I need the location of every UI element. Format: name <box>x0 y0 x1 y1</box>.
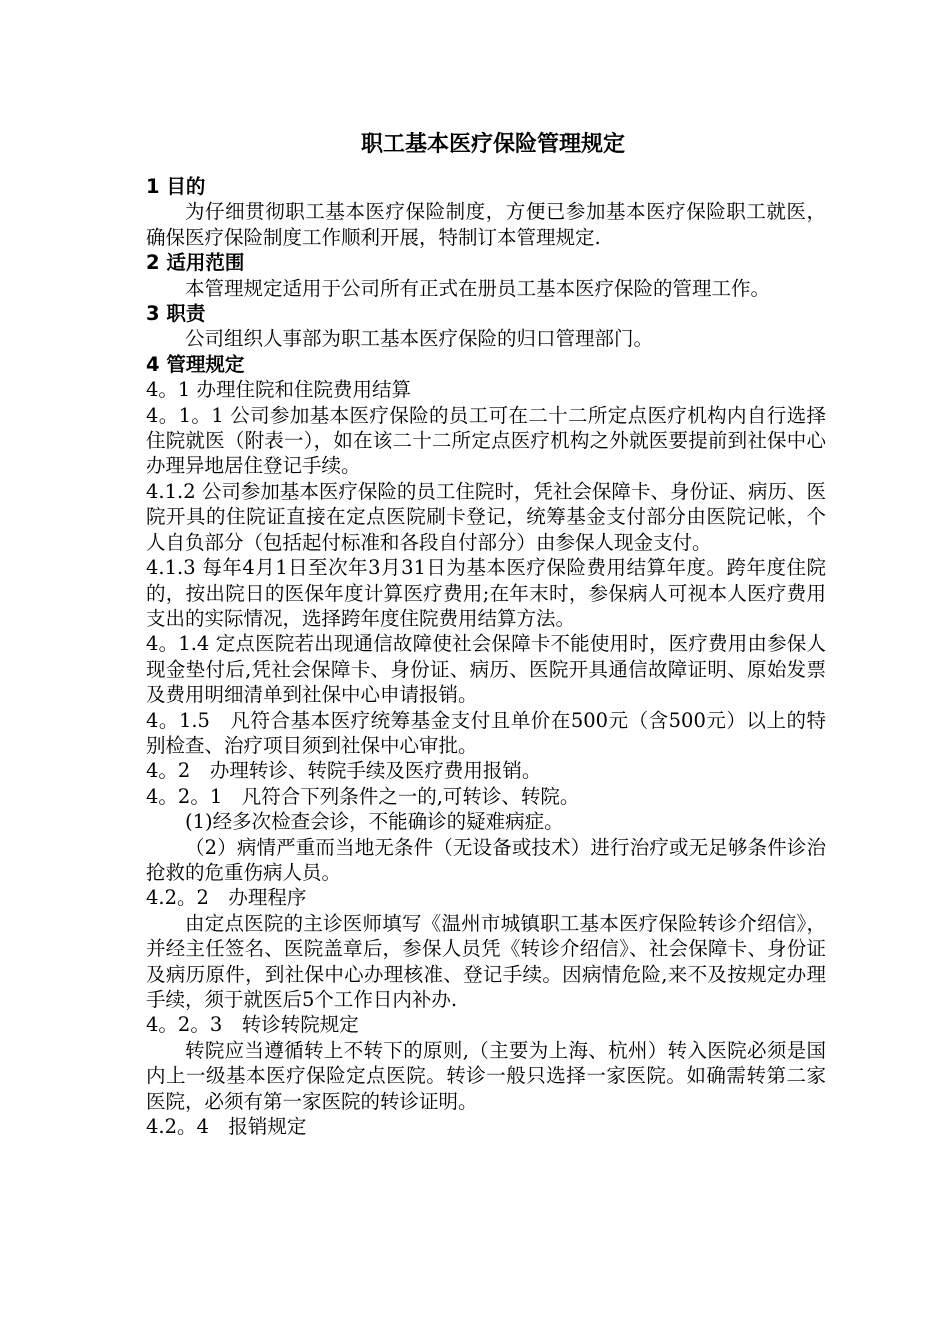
section-heading-scope: 2 适用范围 <box>146 251 245 275</box>
clause-4-2-1: 4。2。1 凡符合下列条件之一的,可转诊、转院。 <box>146 784 580 808</box>
section-body-scope: 本管理规定适用于公司所有正式在册员工基本医疗保险的管理工作。 <box>185 276 771 300</box>
clause-4-1-2: 4.1.2 公司参加基本医疗保险的员工住院时，凭社会保障卡、身份证、病历、医院开具的住院证直接在定点医院刷卡登记，统筹基金支付部分由医院记帐，个人自负部分（包括起付标准和各段自付部分）由参保人现金支付。 <box>146 479 826 554</box>
clause-4-2-1-item-1: (1)经多次检查会诊，不能确诊的疑难病症。 <box>185 810 564 834</box>
clause-4-1-1: 4。1。1 公司参加基本医疗保险的员工可在二十二所定点医疗机构内自行选择住院就医（附表一），如在该二十二所定点医疗机构之外就医要提前到社保中心办理异地居住登记手续。 <box>146 403 826 478</box>
section-heading-purpose: 1 目的 <box>146 175 206 198</box>
section-body-responsibility: 公司组织人事部为职工基本医疗保险的归口管理部门。 <box>185 327 654 351</box>
clause-4-1-3: 4.1.3 每年4月1日至次年3月31日为基本医疗保险费用结算年度。跨年度住院的，按出院日的医保年度计算医疗费用;在年末时，参保病人可视本人医疗费用支出的实际情况，选择跨年度住院费用结算方法。 <box>146 556 826 630</box>
section-heading-regulations: 4 管理规定 <box>146 352 245 376</box>
clause-4-2-2-body: 由定点医院的主诊医师填写《温州市城镇职工基本医疗保险转诊介绍信》，并经主任签名、医院盖章后，参保人员凭《转诊介绍信》、社会保障卡、身份证及病历原件，到社保中心办理核准、登记手续。因病情危险,来不及按规定办理手续，须于就医后5个工作日内补办. <box>146 911 826 1011</box>
clause-4-2-3: 4。2。3 转诊转院规定 <box>146 1013 359 1037</box>
clause-4-1-5: 4。1.5 凡符合基本医疗统筹基金支付且单价在500元（含500元）以上的特别检查、治疗项目须到社保中心审批。 <box>146 708 826 757</box>
clause-4-2-3-body: 转院应当遵循转上不转下的原则,（主要为上海、杭州）转入医院必须是国内上一级基本医疗保险定点医院。转诊一般只选择一家医院。如确需转第二家医院，必须有第一家医院的转诊证明。 <box>146 1038 826 1113</box>
clause-4-1: 4。1 办理住院和住院费用结算 <box>146 378 412 402</box>
clause-4-2-1-item-2: （2）病情严重而当地无条件（无设备或技术）进行治疗或无足够条件诊治抢救的危重伤病人员。 <box>146 835 826 884</box>
document-title: 职工基本医疗保险管理规定 <box>360 132 625 157</box>
section-heading-responsibility: 3 职责 <box>146 302 206 326</box>
document-page <box>146 128 826 1139</box>
clause-4-2-2: 4.2。2 办理程序 <box>146 886 307 910</box>
section-body-purpose: 为仔细贯彻职工基本医疗保险制度，方便已参加基本医疗保险职工就医，确保医疗保险制度工作顺利开展，特制订本管理规定. <box>146 200 826 249</box>
clause-4-2-4: 4.2。4 报销规定 <box>146 1115 307 1139</box>
clause-4-1-4: 4。1.4 定点医院若出现通信故障使社会保障卡不能使用时，医疗费用由参保人现金垫付后,凭社会保障卡、身份证、病历、医院开具通信故障证明、原始发票及费用明细清单到社保中心申请报销。 <box>146 632 826 707</box>
clause-4-2: 4。2 办理转诊、转院手续及医疗费用报销。 <box>146 759 542 783</box>
